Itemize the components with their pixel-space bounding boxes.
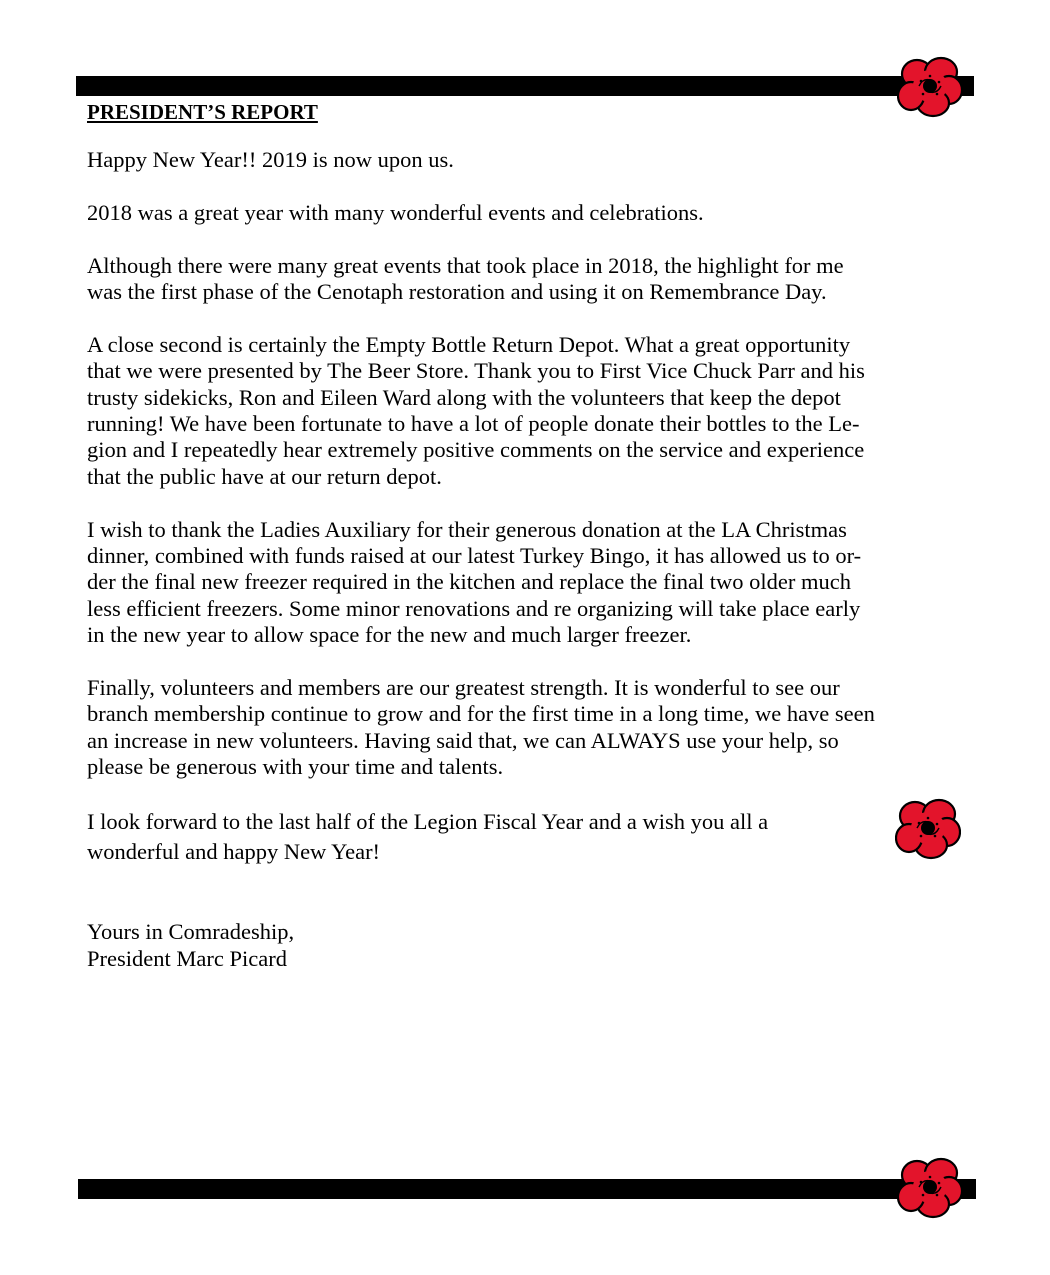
paragraph: Happy New Year!! 2019 is now upon us. [87, 147, 454, 172]
poppy-icon [895, 798, 961, 860]
paragraph: 2018 was a great year with many wonderful events and celebrations. [87, 199, 704, 225]
report-heading: PRESIDENT’S REPORT [87, 100, 318, 124]
salutation: Yours in Comradeship, [87, 919, 295, 945]
paragraph: Finally, volunteers and members are our greatest strength. It is wonderful to see our branch membership continue to grow and for the first time in a long time, we have seen an increase in new volunteers. Having said that, we can ALWAYS use your help, so please be generous with your time and talents. [87, 675, 875, 780]
report-body [87, 99, 967, 972]
signature: President Marc Picard [87, 945, 287, 971]
paragraph: A close second is certainly the Empty Bottle Return Depot. What a great opportunity that we were presented by The Beer Store. Thank you to First Vice Chuck Parr and his trusty sidekicks, Ron and Eileen Ward along with the volunteers that keep the depot running! We have been fortunate to have a lot of people donate their bottles to the Le- gion and I repeatedly hear extremely positive comments on the service and experience that the public have at our return depot. [87, 331, 865, 489]
paragraph: I look forward to the last half of the Legion Fiscal Year and a wish you all a wonderful and happy New Year! [87, 809, 769, 865]
paragraph: Although there were many great events that took place in 2018, the highlight for me was the first phase of the Cenotaph restoration and using it on Remembrance Day. [87, 252, 844, 304]
top-rule [76, 76, 974, 96]
paragraph: I wish to thank the Ladies Auxiliary for their generous donation at the LA Christmas dinner, combined with funds raised at our latest Turkey Bingo, it has allowed us to or- der the final new freezer required in the kitchen and replace the final two older much less efficient freezers. Some minor renovations and re organizing will take place early in the new year to allow space for the new and much larger freezer. [87, 516, 862, 648]
closing [87, 919, 967, 972]
poppy-icon [897, 1157, 963, 1219]
bottom-rule [78, 1179, 976, 1199]
